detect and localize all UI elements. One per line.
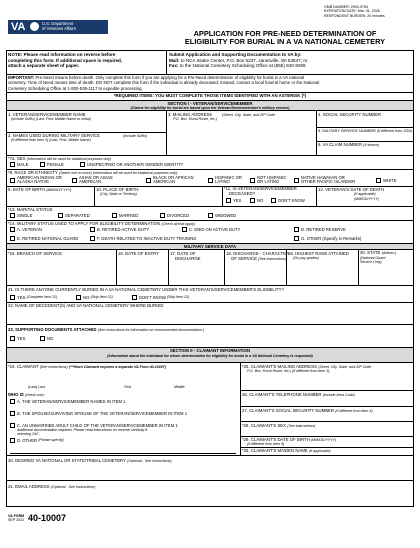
buried-no-checkbox[interactable]: NO (Skip Item 22) <box>76 295 113 300</box>
sex-unspecified-checkbox[interactable]: UNSPECIFIED OR ANOTHER GENDER IDENTITY <box>80 162 183 167</box>
required-items-note: *REQUIRED ITEMS: YOU MUST COMPLETE THOSE ITEMS IDENTIFIED WITH AN ASTERISK (*) <box>113 93 307 98</box>
note-text: NOTE: Please read information on reverse before completing this form. If additional space is required, attach a separate sheet of paper. <box>8 52 123 69</box>
field-4-label: 4. SOCIAL SECURITY NUMBER <box>318 112 382 117</box>
claimant-sex-input[interactable] <box>242 429 412 435</box>
claimant-other-input[interactable] <box>10 445 236 454</box>
claimant-child-checkbox[interactable]: C. AN UNMARRIED ADULT CHILD OF THE VETERAN/SERVICEMEMBER IN ITEM 1 <box>10 423 178 428</box>
status-retired-guard-checkbox[interactable]: E. RETIRED NATIONAL GUARD <box>10 236 78 241</box>
buried-dont-know-checkbox[interactable]: DON'T KNOW (Skip Item 22) <box>132 295 189 300</box>
desired-cemetery-input[interactable] <box>8 464 412 478</box>
footer-form-number: 40-10007 <box>28 513 67 523</box>
section-2-header: SECTION II - CLAIMANT INFORMATION (Information about the individual for whom determination for eligibility for burial in a VA National Cemetery is requested) <box>6 347 414 363</box>
field-19-label: 19. HIGHEST RANK ATTAINED (No pay grades) <box>288 251 349 260</box>
field-7-label: *7a. SEX (Information will be used for statistical purposes only) <box>8 156 112 161</box>
field-8-label: *8. RACE OR ETHNICITY (Select one or more) (Information will be used for statistical purposes only) <box>8 170 178 175</box>
decedent-names-input[interactable] <box>8 309 412 323</box>
field-30-label: 30. DESIRED VA NATIONAL OR STATE/TRIBAL CEMETERY (Optional - See instructions) <box>8 458 172 463</box>
race-pacific-islander-checkbox[interactable]: NATIVE HAWAIIAN OR OTHER PACIFIC ISLANDER <box>294 176 355 185</box>
field-29-label: *29. CLAIMANT'S DATE OF BIRTH (MM/DD/YYYY) <box>242 437 337 442</box>
field-17-label: 17. DATE OF DISCHARGE <box>170 251 201 261</box>
field-28-label: *28. CLAIMANT'S SEX (See instructions) <box>242 423 316 428</box>
field-2-label: 2. NAMES USED DURING MILITARY SERVICE <box>8 133 100 138</box>
field-1-label: 1. VETERAN/SERVICEMEMBER NAME <box>8 112 86 117</box>
service-number-input[interactable] <box>318 133 412 141</box>
form-title: APPLICATION FOR PRE-NEED DETERMINATION OF ELIGIBILITY FOR BURIAL IN A VA NATIONAL CEMETERY <box>184 29 386 47</box>
field-3-label: 3. MAILING ADDRESS <box>168 112 213 117</box>
claimant-address-input[interactable] <box>242 375 412 389</box>
field-21-label: 21. IS THERE ANYONE CURRENTLY BURIED IN A VA NATIONAL CEMETERY UNDER THIS VETERAN'S/SERVICEMEMBER'S ELIGIBILITY? <box>8 287 284 292</box>
claimant-ssn-input[interactable] <box>242 414 412 420</box>
military-service-header: MILITARY SERVICE DATA <box>6 243 414 250</box>
field-26-label: 26. CLAIMANT'S TELEPHONE NUMBER (Include Area Code) <box>242 392 355 397</box>
field-5-label: 5. MILITARY SERVICE NUMBER (If different from SSN) <box>318 128 412 133</box>
form-page: OMB NUMBER: 2900-0784 EXPIRATION DATE: Mar. 31, 2026 RESPONDENT BURDEN: 20 minutes VA U.S. Department of Veterans Affairs APPLICATION FOR PRE-NEED DETERMINATION OF ELIGIBILITY FOR BURIAL IN A VA NATIONAL CEMETERY NOTE: Please read information on reverse before completing this form. If additional space is required, attach a separate sheet of paper. Submit Application and Supporting Documentation to VA by: Mail: to NCA Intake Center, P.O. Box 5237, Janesville, WI 53547; or Fax: to the National Cemetery Scheduling Office at (855) 840-8299 IMPORTANT: Pre-Need means before death. Only complete this form if you are applying for a Pre-Need determination of eligibility for burial in a VA national cemetery. Time of Need means time of death. DO NOT complete this form if the individual is already deceased; instead, contact a local funeral home or the National Cemetery Scheduling Office at 1-800-535-1117 to expedite processing. *REQUIRED ITEMS: YOU MUST COMPLETE THOSE ITEMS IDENTIFIED WITH AN ASTERISK (*) SECTION I - VETERAN/SERVICEMEMBER (Claims for eligibility for burial are based upon the Veteran/Servicemember's military service) 1. VETERAN/SERVICEMEMBER NAME (Include Suffix) (Last, First, Middle Name or Initial) 2. NAMES USED DURING MILITARY SERVICE (Include Suffix) (If different than Item 1) (Last, First, Middle Name) 3. MAILING ADDRESS (Street, City, State, and ZIP Code P.O. Box, Rural Route, etc.) 4. SOCIAL SECURITY NUMBER 5. MILITARY SERVICE NUMBER (If different from SSN) 6. VA CLAIM NUMBER (If known) *7a. SEX (Information will be used for statistical purposes only) MALE FEMALE UNSPECIFIED OR ANOTHER GENDER IDENTITY *8. RACE OR ETHNICITY (Select one or more) (Information will be used for statistical purposes only) AMERICAN INDIAN OR ALASKA NATIVE ASIAN OR ASIAN AMERICAN BLACK OR AFRICAN AMERICAN HISPANIC OR LATINO NOT HISPANIC OR LATINO NATIVE HAWAIIAN OR OTHER PACIFIC ISLANDER WHITE 9. DATE OF BIRTH (MM/DD/YYYY) 10. PLACE OF BIRTH (City, State or Territory) *11. IS VETERAN/SERVICEMEMBER DECEASED? YES NO DON'T KNOW 12. VETERAN'S DATE OF DEATH (If applicable) (MM/DD/YYYY) *13. MARITAL STATUS SINGLE SEPARATED MARRIED DIVORCED WIDOWED *14. MILITARY STATUS USED TO APPLY FOR ELIGIBILITY DETERMINATION (Check all that apply) A. VETERAN B. RETIRED ACTIVE DUTY C. DIED ON ACTIVE DUTY D. RETIRED RESERVE E. RETIRED NATIONAL GUARD F. DEATH RELATED TO INACTIVE DUTY TRAINING G. OTHER (Specify in Remarks) MILITARY SERVICE DATA *15. BRANCH OF SERVICE 16. DATE OF ENTRY 17. DATE OF DISCHARGE 18. DISCHARGE - CHARACTER OF SERVICE (See instructions) 19. HIGHEST RANK ATTAINED (No pay grades) 20. STATE (Abbrev.) (National Guard Service Only) 21. IS THERE ANYONE CURRENTLY BURIED IN A VA NATIONAL CEMETERY UNDER THIS VETERAN'S/SERVICEMEMBER'S ELIGIBILITY? YES (Complete Item 22) NO (Skip Item 22) DON'T KNOW (Skip Item 22) 22. NAME OF DECEDENT(S) AND VA NATIONAL CEMETERY WHERE BURIED 23. SUPPORTING DOCUMENTS ATTACHED (See instructions for information on recommended documentation.) YES NO SECTION II - CLAIMANT INFORMATION (Information about the individual for whom determination for eligibility for burial in a VA National Cemetery is requested) *24. CLAIMANT (See instructions) (***Each Claimant requires a separate VA Form 40-10007) (Last) Last First Middle WHO IS (check one): A. THE VETERAN/SERVICEMEMBER NAMED IN ITEM 1 B. THE SPOUSE/SURVIVING SPOUSE OF THE VETERAN/SERVICEMEMBER IN ITEM 1 C. AN UNMARRIED ADULT CHILD OF THE VETERAN/SERVICEMEMBER IN ITEM 1 Additional documentation required. Please read instructions on reverse carefully if selecting 24C. D. OTHER (Please specify) *25. CLAIMANT'S MAILING ADDRESS (Street, City, State, and ZIP Code, P.O. Box, Rural Route, etc.) (If different from item 3) 26. CLAIMANT'S TELEPHONE NUMBER (Include Area Code) 27. CLAIMANT'S SOCIAL SECURITY NUMBER (If different from item 4) *28. CLAIMANT'S SEX (See instructions) *29. CLAIMANT'S DATE OF BIRTH (MM/DD/YYYY) (If different from item 9) *29. CLAIMANT'S MAIDEN NAME (If applicable) 30. DESIRED VA NATIONAL OR STATE/TRIBAL CEMETERY (Optional - See instructions) 31. EMAIL ADDRESS (Optional - See instructions) VA FORM SEP 2022 40-10007 <box>6 4 414 540</box>
status-other-checkbox[interactable]: G. OTHER (Specify in Remarks) <box>294 236 361 241</box>
race-hispanic-checkbox[interactable]: HISPANIC OR LATINO <box>208 176 242 185</box>
submit-instructions: Submit Application and Supporting Documentation to VA by: Mail: to NCA Intake Center, P.O. Box 5237, Janesville, WI 53547; or Fax: to the National Cemetery Scheduling Office at (855) 840-8299 <box>169 52 308 69</box>
veteran-name-input[interactable] <box>8 122 163 132</box>
field-15-label: *15. BRANCH OF SERVICE <box>8 251 63 256</box>
field-11-label: *11. IS VETERAN/SERVICEMEMBER DECEASED? <box>224 186 297 196</box>
field-12-label: 12. VETERAN'S DATE OF DEATH <box>318 187 385 192</box>
marital-divorced-checkbox[interactable]: DIVORCED <box>160 213 189 218</box>
sex-female-checkbox[interactable]: FEMALE <box>40 162 64 167</box>
claimant-name-input[interactable] <box>8 370 238 382</box>
claimant-other-checkbox[interactable]: D. OTHER (Please specify) <box>10 438 64 443</box>
claimant-phone-input[interactable] <box>242 398 412 405</box>
sex-male-checkbox[interactable]: MALE <box>10 162 28 167</box>
claim-number-input[interactable] <box>318 147 412 154</box>
buried-yes-checkbox[interactable]: YES (Complete Item 22) <box>10 295 57 300</box>
names-used-input[interactable] <box>8 143 163 153</box>
claimant-spouse-checkbox[interactable]: B. THE SPOUSE/SURVIVING SPOUSE OF THE VETERAN/SERVICEMEMBER IN ITEM 1 <box>10 411 187 416</box>
deceased-dont-know-checkbox[interactable]: DON'T KNOW <box>271 198 305 203</box>
race-american-indian-checkbox[interactable]: AMERICAN INDIAN OR ALASKA NATIVE <box>10 176 62 185</box>
va-logo: VA U.S. Department of Veterans Affairs <box>8 20 108 34</box>
marital-widowed-checkbox[interactable]: WIDOWED <box>208 213 236 218</box>
race-black-checkbox[interactable]: BLACK OR AFRICAN AMERICAN <box>146 176 194 185</box>
important-note: IMPORTANT: Pre-Need means before death. Only complete this form if you are applying for a Pre-Need determination of eligibility for burial in a VA national cemetery. Time of Need means time of death. DO NOT complete this form if the individual is already deceased; instead, contact a local funeral home or the National Cemetery Scheduling Office at 1-800-535-1117 to expedite processing. <box>8 75 320 91</box>
field-9-label: 9. DATE OF BIRTH (MM/DD/YYYY) <box>8 187 72 192</box>
mailing-address-input[interactable] <box>168 122 313 154</box>
field-18-label: 18. DISCHARGE - CHARACTER OF SERVICE (See instructions) <box>226 251 290 261</box>
deceased-no-checkbox[interactable]: NO <box>250 198 263 203</box>
field-23-label: 23. SUPPORTING DOCUMENTS ATTACHED (See instructions for information on recommended documentation.) <box>8 327 205 332</box>
field-13-label: *13. MARITAL STATUS <box>8 207 53 212</box>
race-not-hispanic-checkbox[interactable]: NOT HISPANIC OR LATINO <box>250 176 286 185</box>
field-10-label: 10. PLACE OF BIRTH <box>96 187 139 192</box>
field-31-label: 31. EMAIL ADDRESS (Optional - See instructions) <box>8 484 96 489</box>
docs-no-checkbox[interactable]: NO <box>40 336 53 341</box>
ssn-input[interactable] <box>318 117 412 126</box>
marital-married-checkbox[interactable]: MARRIED <box>112 213 138 218</box>
claimant-child-note: Additional documentation required. Please read instructions on reverse carefully if selecting 24C. <box>17 428 148 437</box>
deceased-yes-checkbox[interactable]: YES <box>226 198 241 203</box>
footer-form-label: VA FORM SEP 2022 <box>8 514 25 523</box>
field-maiden-label: *29. CLAIMANT'S MAIDEN NAME (If applicable) <box>242 448 331 453</box>
claimant-veteran-checkbox[interactable]: A. THE VETERAN/SERVICEMEMBER NAMED IN ITEM 1 <box>10 399 126 404</box>
place-of-birth-input[interactable] <box>96 197 219 205</box>
field-20-label: 20. STATE (Abbrev.) (National Guard Service Only) <box>360 250 397 264</box>
field-22-label: 22. NAME OF DECEDENT(S) AND VA NATIONAL CEMETERY WHERE BURIED <box>8 303 164 308</box>
omb-block: OMB NUMBER: 2900-0784 EXPIRATION DATE: Mar. 31, 2026 RESPONDENT BURDEN: 20 minutes <box>324 5 385 18</box>
status-veteran-checkbox[interactable]: A. VETERAN <box>10 227 42 232</box>
race-asian-checkbox[interactable]: ASIAN OR ASIAN AMERICAN <box>72 176 113 185</box>
field-14-label: *14. MILITARY STATUS USED TO APPLY FOR ELIGIBILITY DETERMINATION (Check all that apply) <box>8 221 196 226</box>
status-died-active-checkbox[interactable]: C. DIED ON ACTIVE DUTY <box>182 227 240 232</box>
marital-separated-checkbox[interactable]: SEPARATED <box>58 213 90 218</box>
status-inactive-duty-checkbox[interactable]: F. DEATH RELATED TO INACTIVE DUTY TRAINING <box>90 236 196 241</box>
marital-single-checkbox[interactable]: SINGLE <box>10 213 32 218</box>
va-seal-icon <box>30 22 39 31</box>
who-is-label: WHO IS (check one): <box>8 392 45 397</box>
section-1-header: SECTION I - VETERAN/SERVICEMEMBER (Claims for eligibility for burial are based upon the Veteran/Servicemember's military service) <box>6 100 414 111</box>
status-retired-active-checkbox[interactable]: B. RETIRED ACTIVE DUTY <box>90 227 149 232</box>
status-retired-reserve-checkbox[interactable]: D. RETIRED RESERVE <box>294 227 346 232</box>
field-16-label: 16. DATE OF ENTRY <box>118 251 160 256</box>
field-25-label: *25. CLAIMANT'S MAILING ADDRESS (Street, City, State, and ZIP Code, P.O. Box, Rural Route, etc.) (If different from item 3) <box>242 364 373 374</box>
date-of-birth-input[interactable] <box>8 193 91 204</box>
field-27-label: 27. CLAIMANT'S SOCIAL SECURITY NUMBER (If different from item 4) <box>242 408 373 413</box>
docs-yes-checkbox[interactable]: YES <box>10 336 25 341</box>
field-6-label: 6. VA CLAIM NUMBER (If known) <box>318 142 380 147</box>
race-white-checkbox[interactable]: WHITE <box>376 178 397 183</box>
field-24-label: *24. CLAIMANT (See instructions) (***Each Claimant requires a separate VA Form 40-10007) <box>8 364 166 369</box>
email-input[interactable] <box>8 490 412 504</box>
